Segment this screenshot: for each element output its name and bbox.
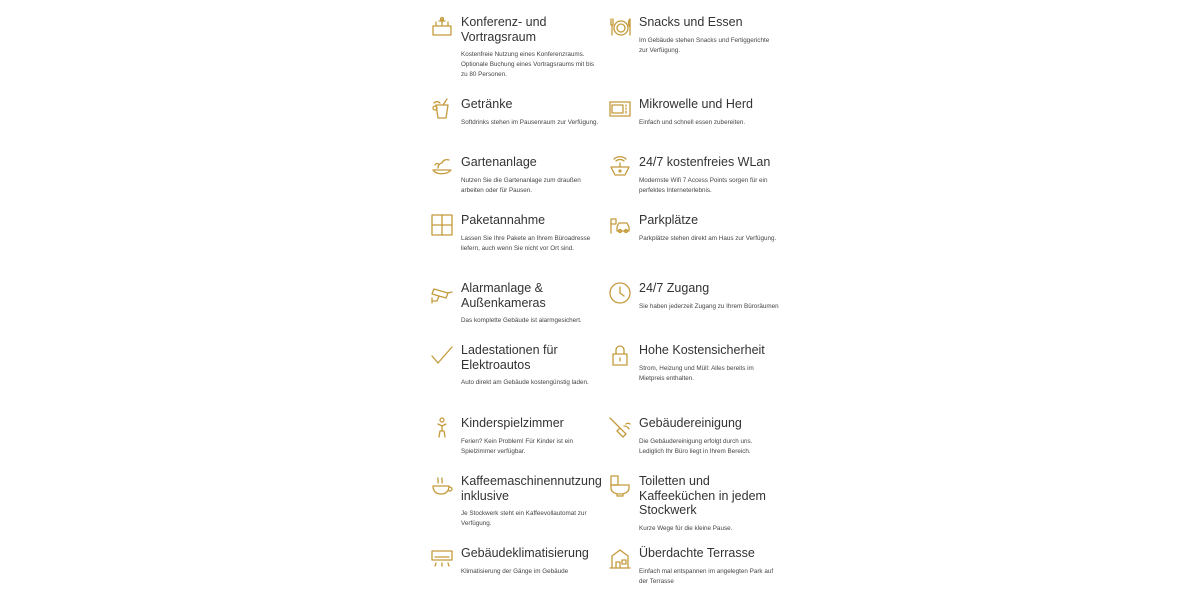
feature-description: Einfach und schnell essen zubereiten. bbox=[639, 118, 746, 126]
feature-title: Gartenanlage bbox=[461, 155, 537, 169]
feature-description: Im Gebäude stehen Snacks und Fertiggerichte zur Verfügung. bbox=[639, 36, 770, 54]
feature-description: Die Gebäudereinigung erfolgt durch uns. Lediglich Ihr Büro liegt in Ihrem Bereich. bbox=[639, 437, 753, 455]
feature-title: Hohe Kostensicherheit bbox=[639, 343, 765, 357]
feature-description: Parkplätze stehen direkt am Haus zur Verfügung. bbox=[639, 234, 777, 242]
feature-title: Ladestationen für Elektroautos bbox=[461, 343, 558, 372]
feature-title: Paketannahme bbox=[461, 213, 546, 227]
padlock-icon bbox=[608, 343, 632, 367]
feature-description: Nutzen Sie die Gartenanlage zum draußen arbeiten oder für Pausen. bbox=[461, 176, 581, 194]
feature-title: Parkplätze bbox=[639, 213, 699, 227]
feature-title: 24/7 kostenfreies WLan bbox=[639, 155, 771, 169]
feature-description: Auto direkt am Gebäude kostengünstig laden. bbox=[461, 379, 589, 386]
toilet-icon bbox=[608, 474, 632, 498]
feature-description: Ferien? Kein Problem! Für Kinder ist ein Spielzimmer verfügbar. bbox=[461, 437, 573, 455]
feature-title: Gebäudereinigung bbox=[639, 416, 742, 430]
clock-icon bbox=[608, 281, 632, 305]
feature-description: Kostenfreie Nutzung eines Konferenzraums. Optionale Buchung eines Vortragsraums mit bis zu 80 Personen. bbox=[461, 51, 595, 78]
feature-description: Das komplette Gebäude ist alarmgesichert. bbox=[461, 317, 582, 324]
feature-description: Softdrinks stehen im Pausenraum zur Verfügung. bbox=[461, 118, 599, 126]
feature-title: Kaffeemaschinennutzung inklusive bbox=[461, 474, 602, 503]
terrace-house-icon bbox=[608, 546, 632, 570]
feature-title: Toiletten und Kaffeeküchen in jedem Stockwerk bbox=[639, 474, 766, 517]
feature-description: Modernste Wifi 7 Access Points sorgen für ein perfektes Interneterlebnis. bbox=[639, 176, 768, 194]
feature-title: Gebäudeklimatisierung bbox=[461, 546, 589, 560]
child-figure-icon bbox=[430, 416, 454, 440]
feature-description: Klimatisierung der Gänge im Gebäude bbox=[461, 567, 569, 575]
plate-cutlery-icon bbox=[608, 15, 632, 39]
feature-description: Strom, Heizung und Müll: Alles bereits im Mietpreis enthalten. bbox=[639, 364, 754, 382]
drink-cup-icon bbox=[430, 97, 454, 121]
watering-can-icon bbox=[430, 155, 454, 179]
feature-title: Getränke bbox=[461, 97, 513, 111]
package-box-icon bbox=[430, 213, 454, 237]
checkmark-icon bbox=[430, 343, 454, 367]
feature-description: Kurze Wege für die kleine Pause. bbox=[639, 524, 733, 532]
feature-title: Snacks und Essen bbox=[639, 15, 743, 29]
feature-description: Sie haben jederzeit Zugang zu Ihrem Büroräumen bbox=[639, 302, 779, 310]
feature-title: Kinderspielzimmer bbox=[461, 416, 564, 430]
feature-description: Einfach mal entspannen im angelegten Park auf der Terrasse bbox=[639, 567, 774, 585]
feature-title: Konferenz- und Vortragsraum bbox=[461, 15, 547, 44]
feature-title: Alarmanlage & Außenkameras bbox=[461, 281, 546, 310]
microwave-icon bbox=[608, 97, 632, 121]
feature-description: Lassen Sie Ihre Pakete an Ihrem Büroadresse liefern, auch wenn Sie nicht vor Ort sind. bbox=[461, 234, 591, 252]
air-conditioner-icon bbox=[430, 546, 454, 570]
conference-table-icon bbox=[430, 15, 454, 39]
vacuum-cleaner-icon bbox=[608, 416, 632, 440]
router-wifi-icon bbox=[608, 155, 632, 179]
feature-title: Mikrowelle und Herd bbox=[639, 97, 753, 111]
coffee-cup-icon bbox=[430, 474, 454, 498]
feature-title: Überdachte Terrasse bbox=[639, 546, 755, 560]
feature-title: 24/7 Zugang bbox=[639, 281, 710, 295]
parking-car-icon bbox=[608, 213, 632, 237]
feature-description: Je Stockwerk steht ein Kaffeevollautomat zur Verfügung. bbox=[461, 510, 587, 527]
security-camera-icon bbox=[430, 281, 454, 305]
